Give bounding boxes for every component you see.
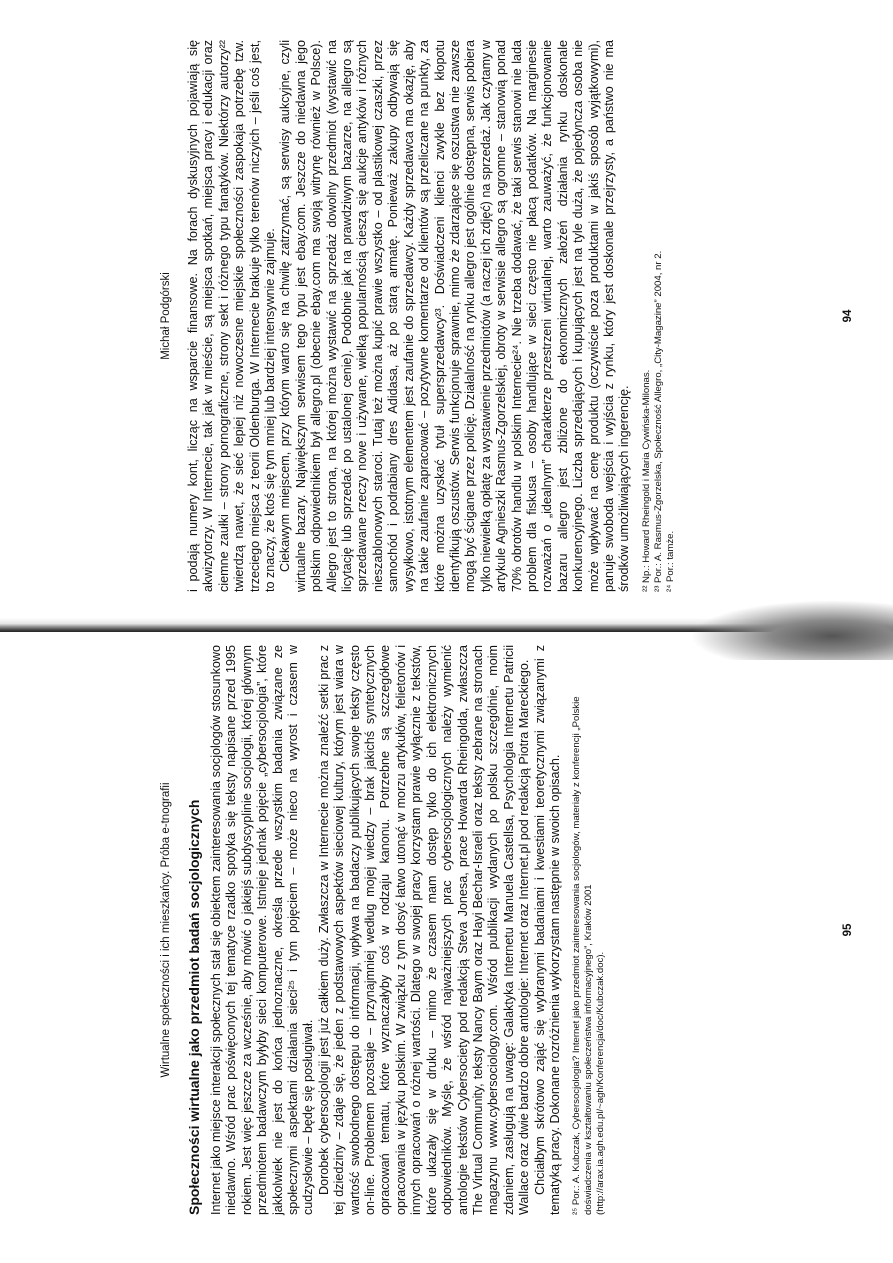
right-page-body xyxy=(209,645,563,1215)
paragraph: Dorobek cybersocjologii jest już całkiem duży. Zwłaszcza w Internecie można znaleźć setki prac z tej dziedziny – zdaje się, że jeden z podstawowych aspektów sieciowej kultury, którym jest wiara w wartość swobodnego dostępu do informacji, wpływa na badaczy publikujących swoje teksty często on-line. Problemem pozostaje – przynajmniej według mojej wiedzy – brak jakichś syntetycznych opracowań tematu, które wyznaczałyby coś w rodzaju kanonu. Potrzebne są szczegółowe opracowania w języku polskim. W związku z tym dosyć łatwo utonąć w morzu artykułów, felietonów i innych opracowań o różnej wartości. Dlatego w swojej pracy korzystam prawie wyłącznie z tekstów, które ukazały się w druku – mimo że czasem mam dostęp tylko do ich elektronicznych odpowiedników. Myślę, że wśród najważniejszych prac cybersocjologicznych należy wymienić antologie tekstów Cybersociety pod redakcją Steva Jonesa, prace Howarda Rheingolda, zwłaszcza The Virtual Community, teksty Nancy Baym oraz Hayi Bechar-Israeli oraz teksty zebrane na stronach magazynu www.cybersociology.com. Wśród publikacji wydanych po polsku szczególnie, moim zdaniem, zasługują na uwagę: Galaktyka Internetu Manuela Castellsa, Psychologia Internetu Patricii Wallace oraz dwie bardzo dobre antologie: Internet oraz Internet.pl pod redakcją Piotra Mareckiego. xyxy=(316,645,532,1215)
paragraph: Internet jako miejsce interakcji społecznych stał się obiektem zainteresowania socjologów stosunkowo niedawno. Wśród prac poświęconych tej tematyce rzadko spotyka się teksty napisane przed 1995 rokiem. Jest więc jeszcze za wcześnie, aby mówić o jakiejś subdyscyplinie socjologii, której głównym przedmiotem badawczym byłyby sieci komputerowe. Istnieje jednak pojęcie „cybersocjologia”, które jakkolwiek nie jest do końca jednoznaczne, określa przede wszystkim badania związane ze społecznymi aspektami działania sieci²⁵ i tym pojęciem – może nieco na wyrost i czasem w cudzysłowie – będę się posługiwał. xyxy=(209,645,316,1215)
running-head: Wirtualne społeczności i ich mieszkańcy. Próba e-tnografii xyxy=(160,782,172,1078)
footnotes xyxy=(641,40,677,592)
paragraph: i podają numery kont, licząc na wsparcie finansowe. Na forach dyskusyjnych pojawiają się akwizytorzy. W Internecie, tak jak w mieście, są miejsca spotkań, miejsca pracy i edukacji oraz ciemne zaułki – strony pornograficzne, strony sekt i różnego typu fanatyków. Niektórzy autorzy²² twierdzą nawet, że sieć lepiej niż nowoczesne miejskie społeczności zaspokaja potrzebę tzw. trzeciego miejsca z teorii Oldenburga. W Internecie brakuje tylko terenów niczyich – jeśli coś jest, to znaczy, że ktoś się tym mniej lub bardziej intensywnie zajmuje. xyxy=(186,40,278,592)
page-number: 95 xyxy=(842,923,854,937)
paragraph: Chciałbym skrótowo zająć się wybranymi badaniami i kwestiami teoretycznymi związanymi z tematyką pracy. Dokonane rozróżnienia wykorzystam następnie w swoich opisach. xyxy=(532,645,562,1215)
running-head: Michał Podgórski xyxy=(160,272,172,360)
paragraph: Ciekawym miejscem, przy którym warto się na chwilę zatrzymać, są serwisy aukcyjne, czyli wirtualne bazary. Największym serwisem tego typu jest ebay.com. Jeszcze do niedawna jego polskim odpowiednikiem był allegro.pl (obecnie ebay.com ma swoją witrynę również w Polsce). Allegro jest to strona, na której można wystawić na sprzedaż dowolny przedmiot (wystawić na licytację lub sprzedać po ustalonej cenie). Podobnie jak na prawdziwym bazarze, na allegro są sprzedawane rzeczy nowe i używane, wielką popularnością cieszą się aukcje antyków i różnych nieszablonowych staroci. Tutaj też można kupić prawie wszystko – od plastikowej czaszki, przez samochód i podrabiany dres Adidasa, aż po starą armatę. Ponieważ zakupy odbywają się wysyłkowo, istotnym elementem jest zaufanie do sprzedawcy. Każdy sprzedawca ma okazję, aby na takie zaufanie zapracować – pozytywne komentarze od klientów są przeliczane na punkty, za które można uzyskać tytuł supersprzedawcy²³. Doświadczeni klienci zwykle bez kłopotu identyfikują oszustów. Serwis funkcjonuje sprawnie, mimo że zdarzające się oszustwa nie zawsze mogą być ścigane przez policję. Działalność na rynku allegro jest ogólnie dostępna, serwis pobiera tylko niewielką opłatę za wystawienie przedmiotów (a raczej ich zdjęć) na sprzedaż. Jak czytamy w artykule Agnieszki Rasmus-Zgorzelskiej, obroty w serwisie allegro są ogromne – stanowią ponad 70% obrotów handlu w polskim Internecie²⁴. Nie trzeba dodawać, że taki serwis stanowi nie lada problem dla fiskusa – osoby handlujące w sieci często nie płacą podatków. Na marginesie rozważań o „idealnym” charakterze przestrzeni wirtualnej, warto zauważyć, że funkcjonowanie bazaru allegro jest zbliżone do ekonomicznych założeń działania rynku doskonale konkurencyjnego. Liczba sprzedających i kupujących jest na tyle duża, że pojedyncza osoba nie może wpływać na cenę produktu (oczywiście poza produktami w jakiś sposób wyjątkowymi), panuje swoboda wejścia i wyjścia z rynku, który jest doskonale przejrzysty, a państwo nie ma środków umożliwiających ingerencję. xyxy=(278,40,632,592)
footnote: ²³ Por.: A. Rasmus-Zgorzelska, Społeczność Allegro, „City-Magazine” 2004, nr 2. xyxy=(652,250,664,592)
right-page xyxy=(160,645,854,1215)
left-page-body xyxy=(186,40,633,592)
left-page xyxy=(160,40,854,592)
footnote: ²⁵ Por.: A. Kubczak, Cybersocjologia? Internet jako przedmiot zainteresowania socjologów, materiały z konferencji „Polskie doświadczenia w kształtowaniu społeczeństwa informacyjnego”, Kraków 2001 (http://arax.ia.agh.edu.pl/~agh/Konferencja/doc/Kubczak.doc). xyxy=(571,696,607,1215)
footnote: ²⁴ Por.: tamże. xyxy=(664,530,676,592)
footnote: ²² Np.: Howard Rheingold i Maria Cywińska-Milonas. xyxy=(640,369,652,592)
section-title: Społeczności wirtualne jako przedmiot badań socjologicznych xyxy=(186,799,202,1215)
footnotes xyxy=(571,645,607,1215)
page-number: 94 xyxy=(842,309,854,323)
